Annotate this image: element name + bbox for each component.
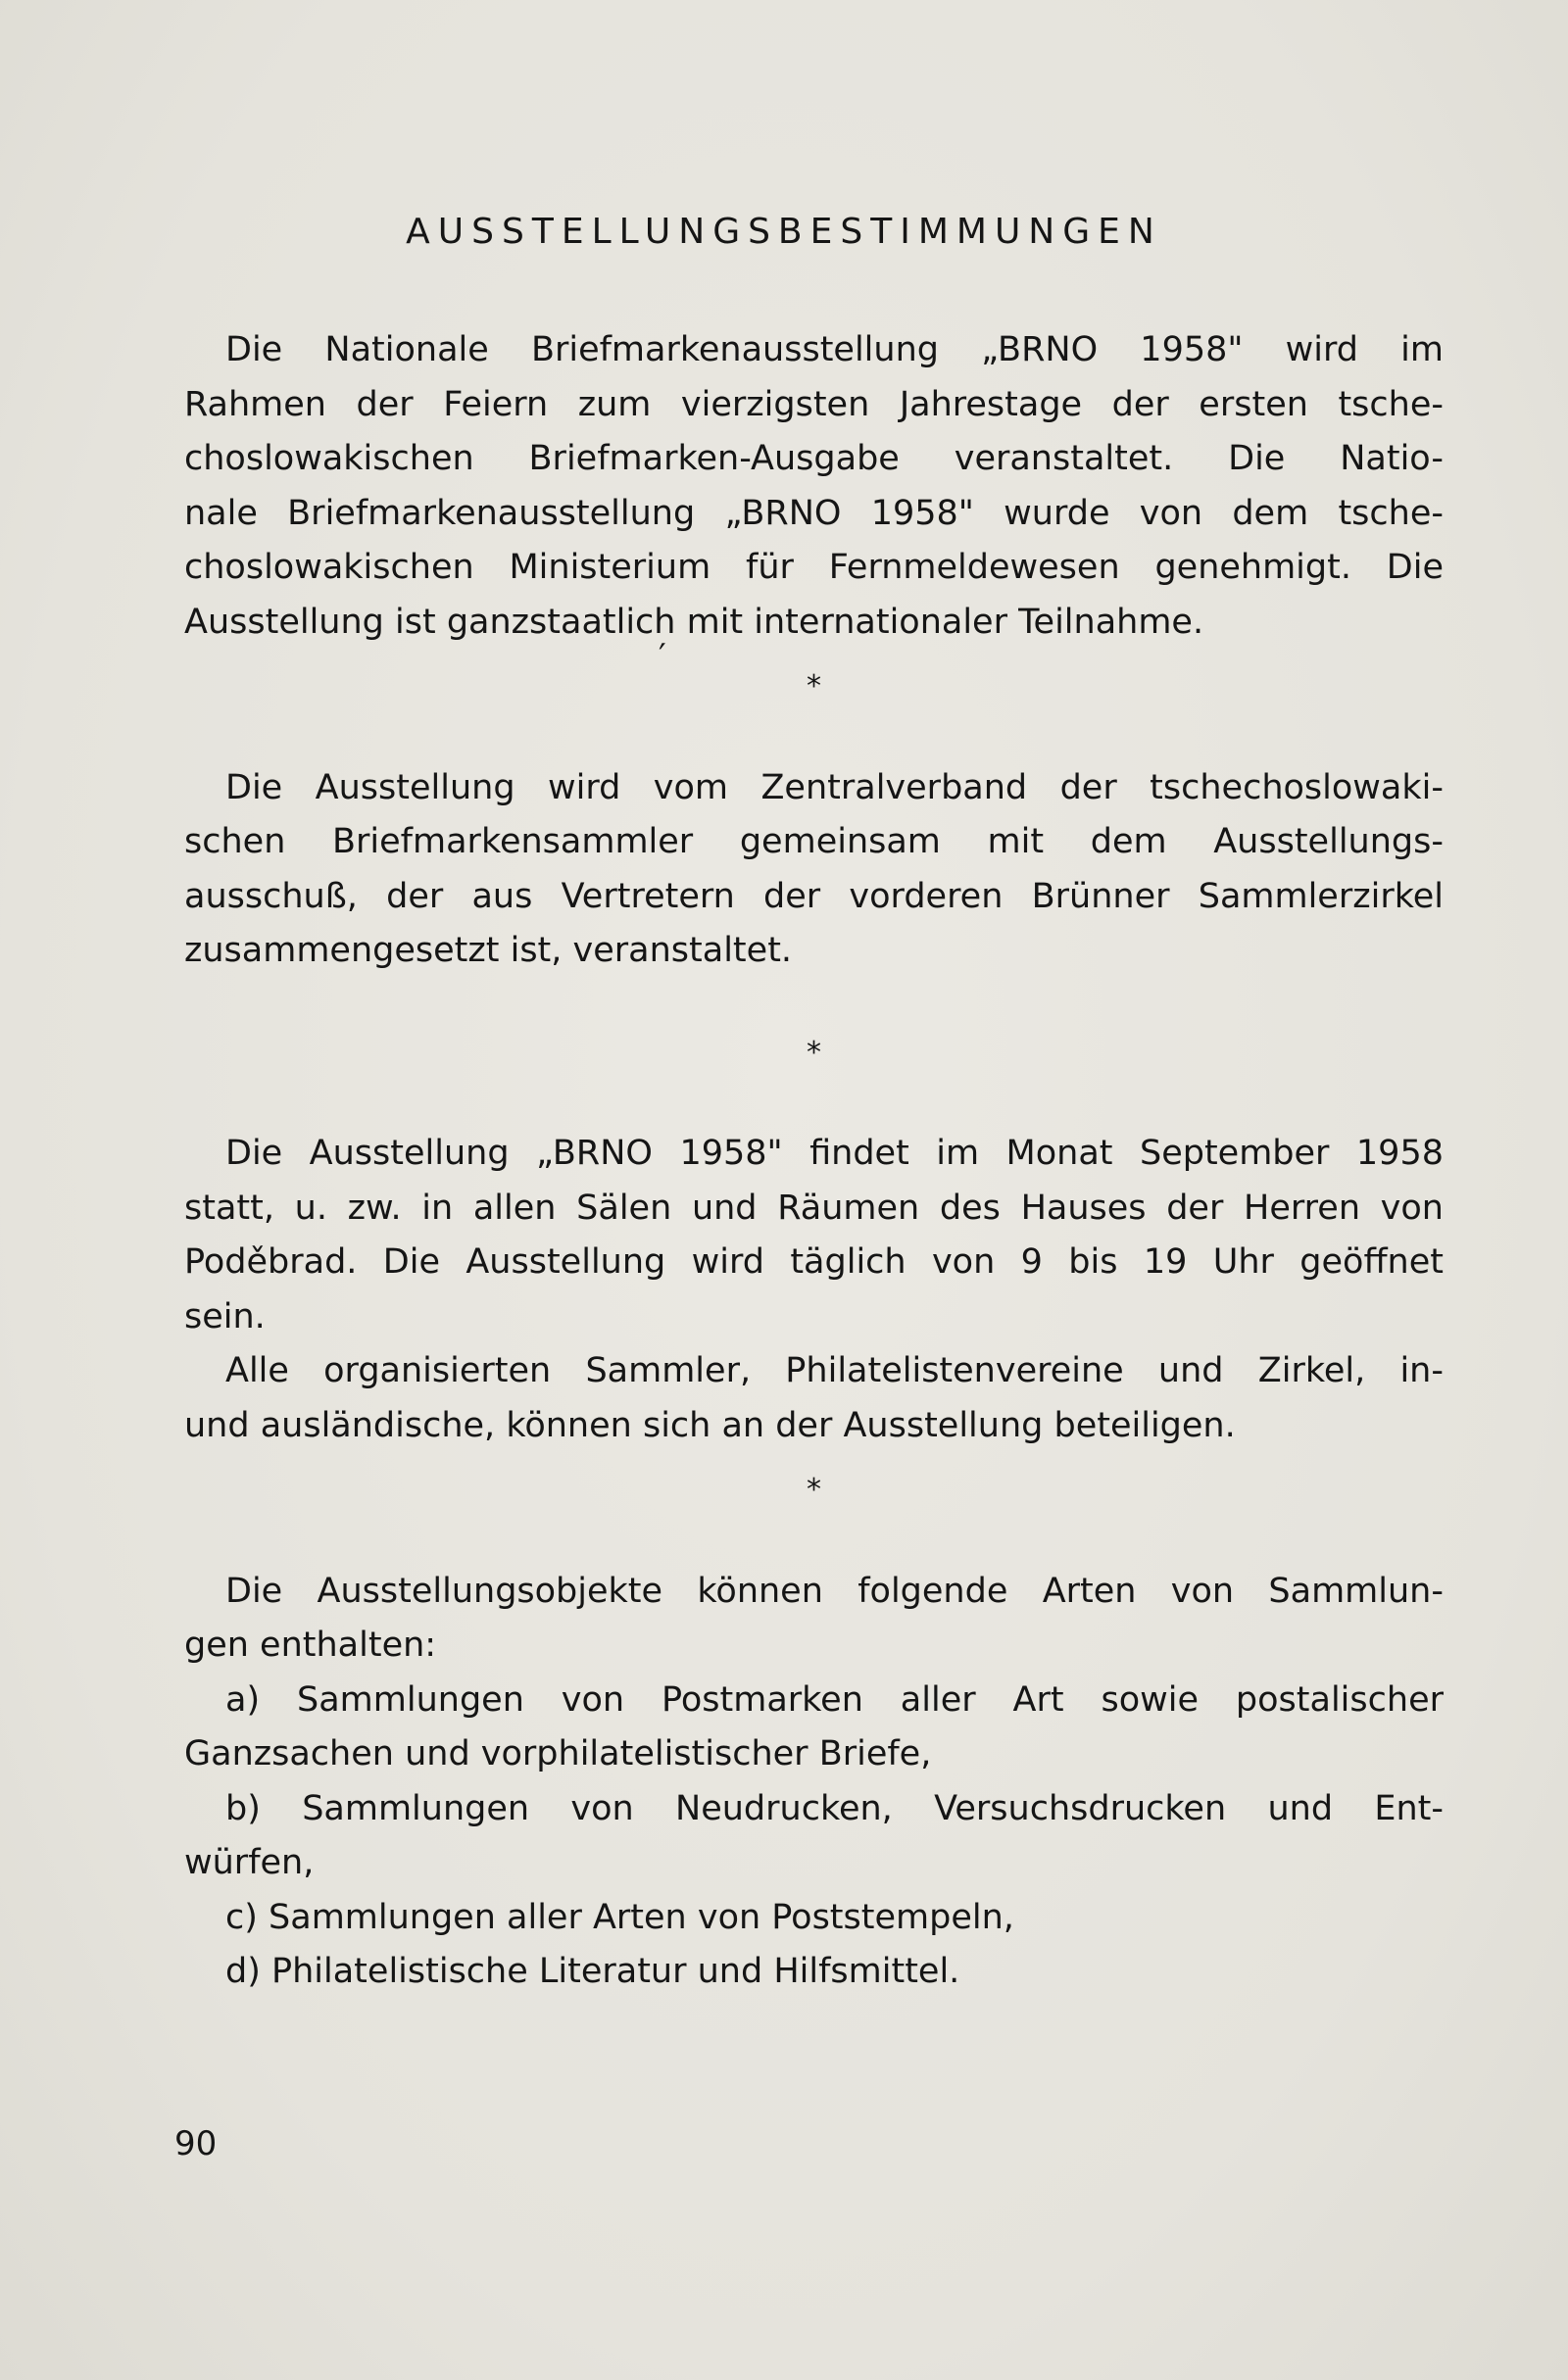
paragraph-3 [184,1127,1444,1344]
paragraph-line: statt, u. zw. in allen Sälen und Räumen des Hauses der Herren von [184,1188,1444,1228]
stray-mark: ′ [659,637,666,676]
paragraph-line: ausschuß, der aus Vertretern der vorderen Brünner Sammlerzirkel [184,876,1444,916]
paragraph-line: choslowakischen Briefmarken-Ausgabe veranstaltet. Die Natio- [184,439,1444,478]
paragraph-line: Poděbrad. Die Ausstellung wird täglich von 9 bis 19 Uhr geöffnet [184,1242,1444,1282]
paragraph-line: zusammengesetzt ist, veranstaltet. [184,931,793,970]
document-body [184,323,1444,2000]
paragraph-line: und ausländische, können sich an der Ausstellung beteiligen. [184,1405,1236,1445]
paragraph-line: nale Briefmarkenausstellung „BRNO 1958" wurde von dem tsche- [184,493,1444,533]
page-number: 90 [174,2124,218,2163]
paragraph-2 [184,761,1444,979]
paragraph-line: schen Briefmarkensammler gemeinsam mit dem Ausstellungs- [184,822,1444,861]
collection-types-list [184,1674,1444,2000]
paragraph-line: choslowakischen Ministerium für Fernmeldewesen genehmigt. Die [184,548,1444,587]
paragraph-line: Rahmen der Feiern zum vierzigsten Jahrestage der ersten tsche- [184,384,1444,424]
page-title: AUSSTELLUNGSBESTIMMUNGEN [406,212,1162,252]
paragraph-line: gen enthalten: [184,1626,437,1665]
paragraph-line: Die Ausstellung wird vom Zentralverband der tschechoslowaki- [225,767,1444,807]
paragraph-4 [184,1344,1444,1453]
list-item-continuation: Ganzsachen und vorphilatelistischer Briefe, [184,1734,932,1773]
section-separator: * [807,1473,821,1507]
paragraph-line: Die Ausstellungsobjekte können folgende Arten von Sammlun- [225,1571,1444,1611]
paragraph-5 [184,1565,1444,1674]
list-item: d) Philatelistische Literatur und Hilfsmittel. [225,1952,960,1991]
paragraph-line: Die Nationale Briefmarkenausstellung „BRNO 1958" wird im [225,330,1444,369]
paragraph-line: Ausstellung ist ganzstaatlich mit internationaler Teilnahme. [184,602,1204,642]
paragraph-line: Die Ausstellung „BRNO 1958" findet im Monat September 1958 [225,1134,1444,1173]
section-separator: * [807,1035,821,1070]
paragraph-line: sein. [184,1296,266,1336]
section-separator: * [807,669,821,704]
paragraph-1 [184,323,1444,650]
list-item: c) Sammlungen aller Arten von Poststempeln, [225,1897,1014,1937]
list-item-continuation: würfen, [184,1843,315,1882]
list-item: a) Sammlungen von Postmarken aller Art sowie postalischer [225,1679,1444,1720]
paragraph-line: Alle organisierten Sammler, Philatelistenvereine und Zirkel, in- [225,1351,1444,1390]
list-item: b) Sammlungen von Neudrucken, Versuchsdrucken und Ent- [225,1788,1444,1828]
